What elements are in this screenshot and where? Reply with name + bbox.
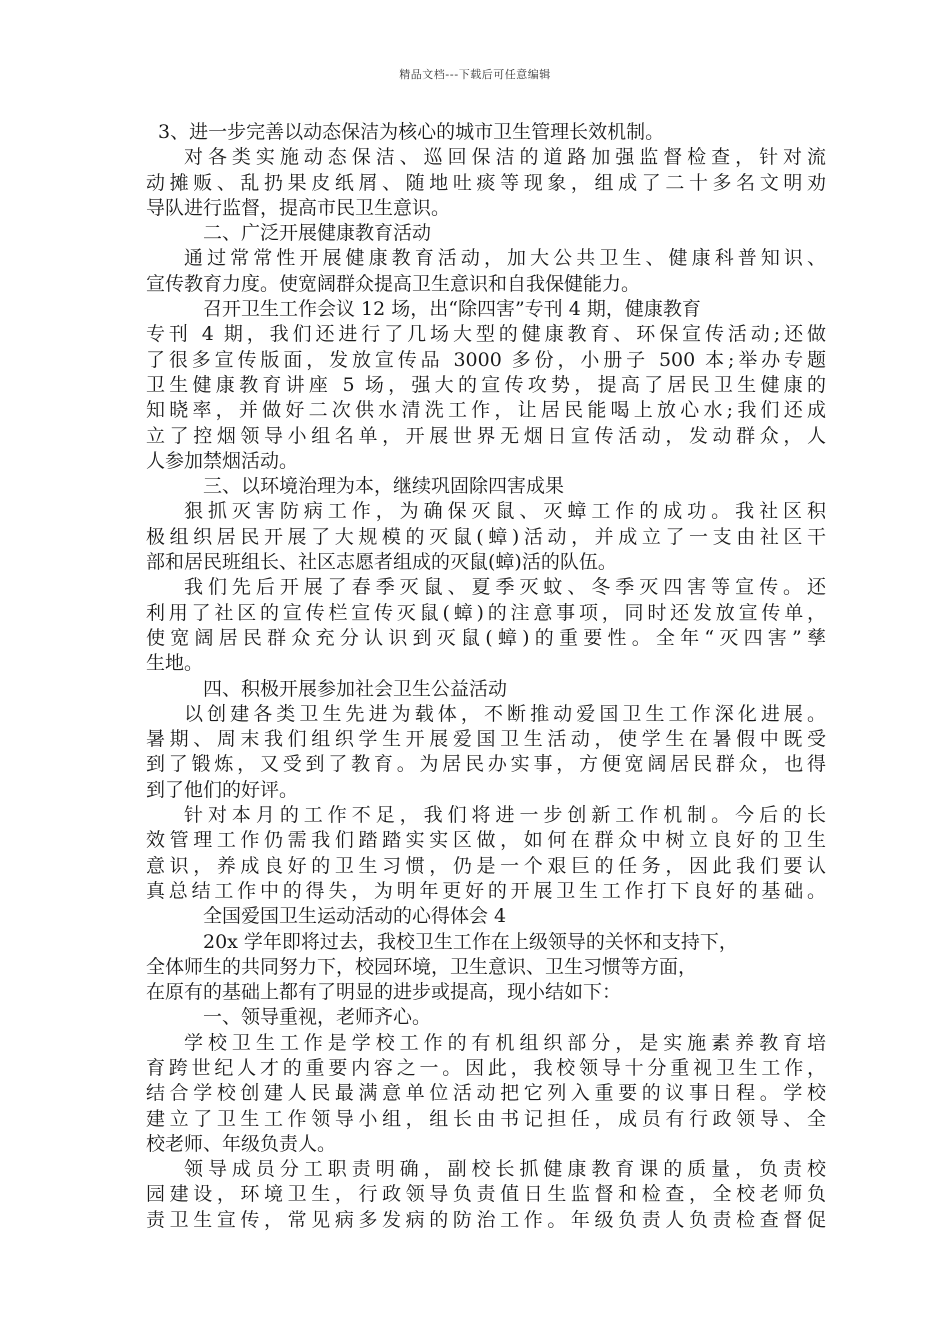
page-header: 精品文档---下载后可任意编辑 <box>399 68 551 81</box>
paragraph-line: 导队进行监督，提高市民卫生意识。 <box>146 196 451 219</box>
section-heading: 二、广泛开展健康教育活动 <box>203 222 432 245</box>
paragraph-line: 到了他们的好评。 <box>146 778 299 801</box>
paragraph-line: 极组织居民开展了大规模的灭鼠(蟑)活动，并成立了一支由社区干 <box>146 525 826 548</box>
paragraph-line: 领导成员分工职责明确，副校长抓健康教育课的质量，负责校 <box>184 1158 826 1181</box>
paragraph-line: 人参加禁烟活动。 <box>146 449 299 472</box>
paragraph-line: 暑期、周末我们组织学生开展爱国卫生活动，使学生在暑假中既受 <box>146 728 826 751</box>
paragraph-line: 使宽阔居民群众充分认识到灭鼠(蟑)的重要性。全年“灭四害”孳 <box>146 626 826 649</box>
paragraph-line: 育跨世纪人才的重要内容之一。因此，我校领导十分重视卫生工作， <box>146 1056 826 1079</box>
paragraph-line: 学校卫生工作是学校工作的有机组织部分，是实施素养教育培 <box>184 1031 826 1054</box>
paragraph-line: 园建设，环境卫生，行政领导负责值日生监督和检查，全校老师负 <box>146 1183 826 1206</box>
paragraph-line: 以创建各类卫生先进为载体，不断推动爱国卫生工作深化进展。 <box>184 702 826 725</box>
paragraph-line: 效管理工作仍需我们踏踏实实区做，如何在群众中树立良好的卫生 <box>146 829 826 852</box>
paragraph-line: 我们先后开展了春季灭鼠、夏季灭蚊、冬季灭四害等宣传。还 <box>184 576 826 599</box>
paragraph-line: 狠抓灭害防病工作，为确保灭鼠、灭蟑工作的成功。我社区积 <box>184 500 826 523</box>
paragraph-line: 在原有的基础上都有了明显的进步或提高，现小结如下： <box>146 981 622 1004</box>
paragraph-line: 意识，养成良好的卫生习惯，仍是一个艰巨的任务，因此我们要认 <box>146 854 826 877</box>
section-heading: 三、以环境治理为本，继续巩固除四害成果 <box>203 475 565 498</box>
paragraph-line: 通过常常性开展健康教育活动，加大公共卫生、健康科普知识、 <box>184 247 826 270</box>
paragraph-line: 了很多宣传版面，发放宣传品 3000 多份，小册子 500 本;举办专题 <box>146 348 826 371</box>
paragraph-line: 召开卫生工作会议 12 场，出“除四害”专刊 4 期，健康教育 <box>203 298 701 321</box>
section-heading: 四、积极开展参加社会卫生公益活动 <box>203 677 508 700</box>
paragraph-line: 专刊 4 期，我们还进行了几场大型的健康教育、环保宣传活动;还做 <box>146 323 826 346</box>
paragraph-line: 到了锻炼，又受到了教育。为居民办实事，方便宽阔居民群众，也得 <box>146 753 826 776</box>
paragraph-line: 卫生健康教育讲座 5 场，强大的宣传攻势，提高了居民卫生健康的 <box>146 373 826 396</box>
paragraph-line: 校老师、年级负责人。 <box>146 1132 337 1155</box>
document-body <box>146 120 826 1233</box>
paragraph-line: 部和居民班组长、社区志愿者组成的灭鼠(蟑)活的队伍。 <box>146 551 617 574</box>
paragraph-line: 立了控烟领导小组名单，开展世界无烟日宣传活动，发动群众，人 <box>146 424 826 447</box>
paragraph-line: 建立了卫生工作领导小组，组长由书记担任，成员有行政领导、全 <box>146 1107 826 1130</box>
paragraph-line: 全体师生的共同努力下，校园环境，卫生意识、卫生习惯等方面， <box>146 955 698 978</box>
paragraph-line: 动摊贩、乱扔果皮纸屑、随地吐痰等现象，组成了二十多名文明劝 <box>146 171 826 194</box>
paragraph-line: 知晓率，并做好二次供水清洗工作，让居民能喝上放心水;我们还成 <box>146 399 826 422</box>
paragraph-line: 3、进一步完善以动态保洁为核心的城市卫生管理长效机制。 <box>158 121 665 143</box>
section-heading: 全国爱国卫生运动活动的心得体会 4 <box>203 905 507 928</box>
paragraph-line: 宣传教育力度。使宽阔群众提高卫生意识和自我保健能力。 <box>146 272 641 295</box>
paragraph-line: 责卫生宣传，常见病多发病的防治工作。年级负责人负责检查督促 <box>146 1208 826 1231</box>
paragraph-line: 生地。 <box>146 652 204 675</box>
paragraph-line: 真总结工作中的得失，为明年更好的开展卫生工作打下良好的基础。 <box>146 879 826 902</box>
paragraph-line: 20x 学年即将过去，我校卫生工作在上级领导的关怀和支持下， <box>203 930 738 953</box>
section-heading: 一、领导重视，老师齐心。 <box>203 1006 432 1029</box>
paragraph-line: 结合学校创建人民最满意单位活动把它列入重要的议事日程。学校 <box>146 1082 826 1105</box>
paragraph-line: 利用了社区的宣传栏宣传灭鼠(蟑)的注意事项，同时还发放宣传单， <box>146 601 826 624</box>
paragraph-line: 对各类实施动态保洁、巡回保洁的道路加强监督检查，针对流 <box>184 146 826 169</box>
paragraph-line: 针对本月的工作不足，我们将进一步创新工作机制。今后的长 <box>184 804 826 827</box>
